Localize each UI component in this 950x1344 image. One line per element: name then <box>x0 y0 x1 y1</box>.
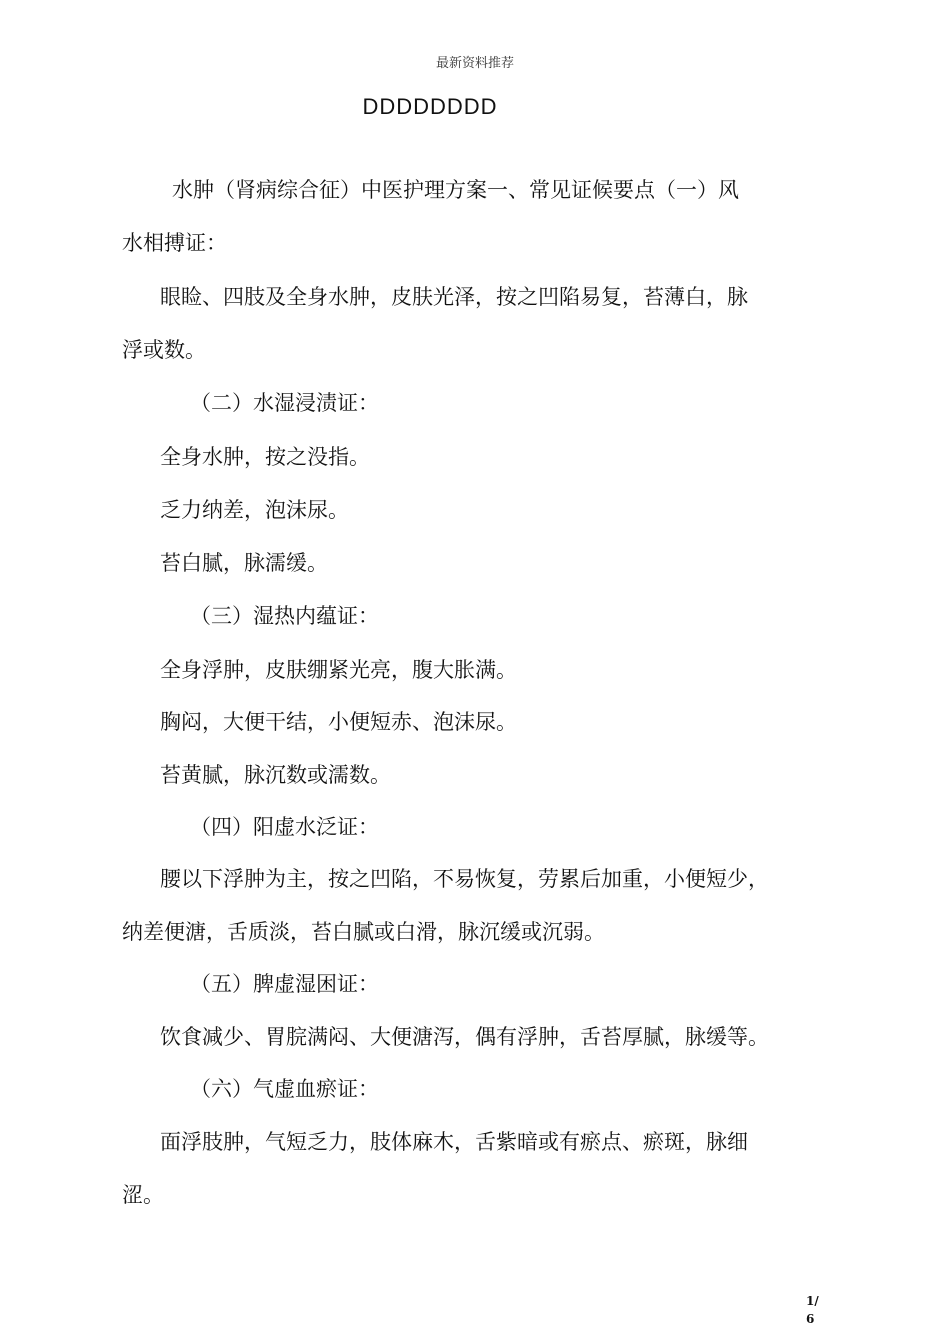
section-heading: （四）阳虚水泛证： <box>190 815 379 839</box>
page-number-total: 6 <box>806 1312 815 1326</box>
paragraph-line: 苔白腻，脉濡缓。 <box>160 551 328 575</box>
paragraph-line: 饮食减少、胃脘满闷、大便溏泻，偶有浮肿，舌苔厚腻，脉缓等。 <box>160 1025 769 1049</box>
page-header: 最新资料推荐 <box>435 56 514 71</box>
page-number <box>806 1292 826 1328</box>
section-heading: （二）水湿浸渍证： <box>190 391 379 415</box>
section-heading: （六）气虚血瘀证： <box>190 1077 379 1101</box>
paragraph-line: 苔黄腻，脉沉数或濡数。 <box>160 763 391 787</box>
section-heading: （三）湿热内蕴证： <box>190 604 379 628</box>
document-title: DDDDDDDD <box>362 94 498 119</box>
paragraph-line: 胸闷，大便干结，小便短赤、泡沫尿。 <box>160 710 517 734</box>
paragraph-line: 全身浮肿，皮肤绷紧光亮，腹大胀满。 <box>160 658 517 682</box>
paragraph-line: 涩。 <box>122 1183 164 1207</box>
page-number-current: 1/ <box>806 1294 819 1308</box>
paragraph-line: 腰以下浮肿为主，按之凹陷，不易恢复，劳累后加重，小便短少， <box>160 867 769 891</box>
paragraph-line: 纳差便溏，舌质淡，苔白腻或白滑，脉沉缓或沉弱。 <box>122 920 605 944</box>
paragraph-line: 全身水肿，按之没指。 <box>160 445 370 469</box>
section-heading: （五）脾虚湿困证： <box>190 972 379 996</box>
paragraph-line: 面浮肢肿，气短乏力，肢体麻木，舌紫暗或有瘀点、瘀斑，脉细 <box>160 1130 748 1154</box>
paragraph-line: 浮或数。 <box>122 338 206 362</box>
paragraph-line: 眼睑、四肢及全身水肿，皮肤光泽，按之凹陷易复，苔薄白，脉 <box>160 285 748 309</box>
paragraph-line: 乏力纳差，泡沫尿。 <box>160 498 349 522</box>
paragraph-line: 水肿（肾病综合征）中医护理方案一、常见证候要点（一）风 <box>172 178 739 202</box>
paragraph-line: 水相搏证： <box>122 231 227 255</box>
